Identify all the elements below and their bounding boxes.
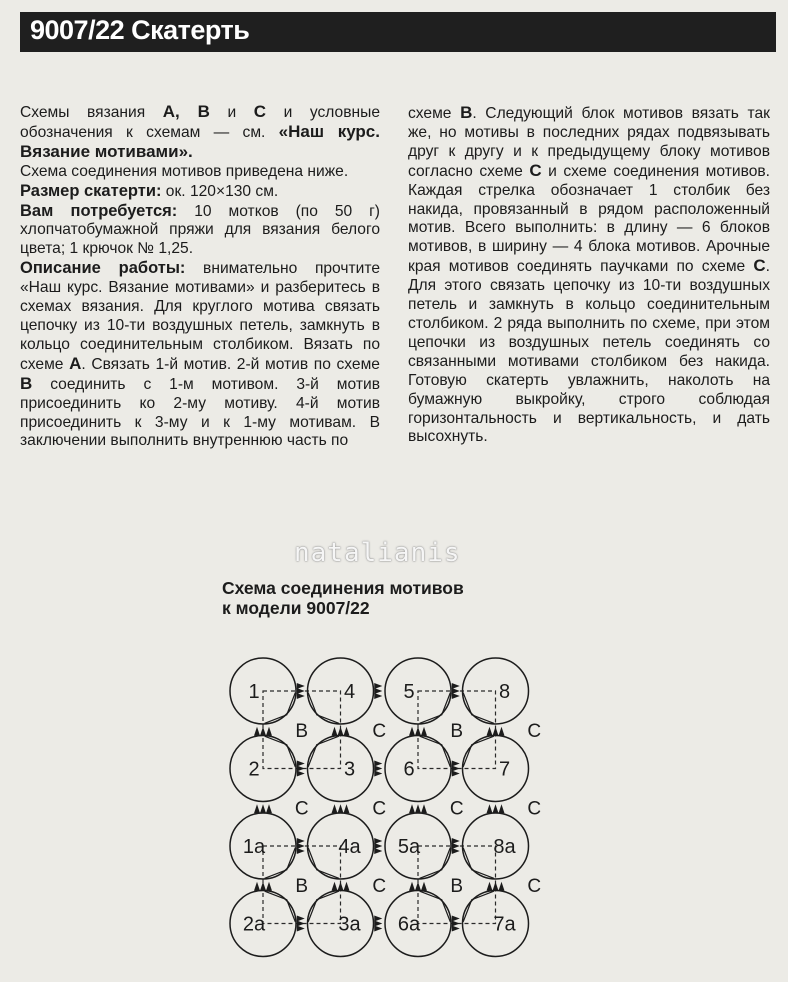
join-arrow (487, 804, 493, 813)
join-arrow (266, 804, 272, 813)
join-arrow (338, 727, 344, 736)
join-arrow (452, 916, 460, 922)
join-arrow (452, 683, 460, 689)
join-arrow (452, 843, 460, 849)
join-arrow (421, 882, 427, 891)
join-arrow (374, 916, 382, 922)
join-arrow (344, 882, 350, 891)
joining-scheme-letter: C (449, 798, 464, 820)
joining-scheme-letter: B (450, 875, 464, 897)
join-arrow (332, 882, 338, 891)
join-arrow (297, 916, 305, 922)
join-arrow (452, 838, 460, 844)
join-arrow (297, 683, 305, 689)
join-arrow (260, 882, 266, 891)
joining-scheme-letter: C (372, 875, 387, 897)
join-arrow (487, 727, 493, 736)
join-arrow (338, 882, 344, 891)
motif-label: 2а (242, 913, 266, 936)
watermark: natalianis (294, 538, 461, 568)
motif-label: 5а (397, 836, 421, 858)
motif-label: 1а (242, 836, 266, 858)
join-arrow (452, 688, 460, 694)
motif-label: 7 (498, 758, 511, 781)
join-arrow (297, 838, 305, 844)
join-arrow (374, 843, 382, 849)
page-title: 9007/22 Скатерть (30, 15, 250, 45)
join-arrow (487, 882, 493, 891)
join-arrow (493, 727, 499, 736)
join-arrow (409, 882, 415, 891)
join-arrow (452, 771, 460, 777)
join-arrow (415, 882, 421, 891)
join-arrow (409, 804, 415, 813)
motif-label: 6а (397, 913, 421, 936)
join-arrow (452, 921, 460, 927)
size-paragraph: Размер скатерти: ок. 120×130 см. (20, 181, 279, 200)
join-arrow (332, 804, 338, 813)
join-arrow (374, 766, 382, 772)
join-arrow (374, 761, 382, 767)
work-description: Описание работы: внимательно прочтите «Наш курс. Вязание мотивами» и разберитесь в схемах вязания. Для круглого мотива связать цепочку из 10-ти воздушных петель, замкнуть в кольцо соединительным столбиком. Вязать по схеме А. Связать 1-й мотив. 2-й мотив по схеме В соединить с 1-м мотивом. 3-й мотив присоединить ко 2-му мотиву. 4-й мотив присоединить к 3-му и к 1-му мотивам. В заключении выполнить внутреннюю часть по (20, 259, 381, 450)
diagram-title: Схема соединения мотивов к модели 9007/22 (222, 578, 464, 618)
joining-scheme-letter: C (527, 875, 542, 897)
join-arrow (297, 771, 305, 777)
join-arrow (415, 804, 421, 813)
join-arrow (297, 848, 305, 854)
motif-label: 3 (343, 758, 356, 781)
join-arrow (452, 926, 460, 932)
join-arrow (297, 693, 305, 699)
join-arrow (344, 804, 350, 813)
join-arrow (297, 766, 305, 772)
join-arrow (374, 693, 382, 699)
join-arrow (374, 921, 382, 927)
join-arrow (374, 838, 382, 844)
joining-scheme-letter: B (295, 720, 309, 742)
join-arrow (499, 882, 505, 891)
join-arrow (499, 804, 505, 813)
join-arrow (332, 727, 338, 736)
join-arrow (260, 727, 266, 736)
join-arrow (421, 804, 427, 813)
join-arrow (254, 727, 260, 736)
motif-label: 4 (343, 681, 356, 703)
motif-label: 8а (493, 836, 516, 858)
joining-scheme-letter: C (372, 720, 387, 742)
joining-scheme-letter: C (527, 720, 542, 742)
join-arrow (344, 727, 350, 736)
joining-scheme-letter: B (295, 875, 309, 897)
join-arrow (297, 761, 305, 767)
join-arrow (297, 921, 305, 927)
join-arrow (374, 848, 382, 854)
join-arrow (452, 766, 460, 772)
join-arrow (374, 926, 382, 932)
motif-label: 6 (403, 758, 415, 781)
join-arrow (493, 804, 499, 813)
materials-paragraph: Вам потребуется: 10 мотков (по 50 г) хлопчатобумажной пряжи для вязания белого цвета; 1 крючок № 1,25. (20, 201, 380, 258)
join-arrow (266, 727, 272, 736)
motif-label: 1 (248, 681, 260, 703)
join-arrow (452, 848, 460, 854)
join-arrow (452, 761, 460, 767)
joining-scheme-letter: C (527, 798, 542, 820)
join-arrow (260, 804, 266, 813)
join-arrow (254, 882, 260, 891)
join-arrow (297, 688, 305, 694)
join-arrow (297, 843, 305, 849)
join-arrow (254, 804, 260, 813)
join-arrow (415, 727, 421, 736)
motif-label: 7а (493, 913, 516, 936)
join-arrow (499, 727, 505, 736)
motif-label: 2 (248, 758, 260, 781)
intro-paragraph: Схемы вязания А, В и С и условные обозначения к схемам — см. «Наш курс. Вязание мотивами». (20, 102, 380, 161)
motif-label: 3а (338, 913, 361, 936)
join-arrow (421, 727, 427, 736)
motif-label: 8 (498, 681, 511, 703)
join-arrow (493, 882, 499, 891)
motif-label: 5 (403, 681, 415, 703)
scheme-note: Схема соединения мотивов приведена ниже. (20, 162, 349, 180)
join-arrow (297, 926, 305, 932)
joining-scheme-letter: C (294, 798, 309, 820)
join-arrow (374, 771, 382, 777)
join-arrow (452, 693, 460, 699)
motif-label: 4а (338, 836, 361, 858)
join-arrow (409, 727, 415, 736)
join-arrow (338, 804, 344, 813)
join-arrow (374, 683, 382, 689)
join-arrow (374, 688, 382, 694)
joining-scheme-letter: C (372, 798, 387, 820)
joining-scheme-letter: B (450, 720, 464, 742)
continuation-paragraph: схеме В. Следующий блок мотивов вязать так же, но мотивы в последних рядах подвязывать друг к другу и к предыдущему блоку мотивов согласно схеме С и схеме соединения мотивов. Каждая стрелка обозначает 1 столбик без накида, провязанный в рядом расположенный мотив. Всего выполнить: в длину — 6 блоков мотивов, в ширину — 4 блока мотивов. Арочные края мотивов соединять паучками по схеме С. Для этого связать цепочку из 10-ти воздушных петель и замкнуть в кольцо соединительным столбиком. 2 ряда выполнить по схеме, при этом цепочки из воздушных петель соединять со связанными мотивами столбиком без накида. Готовую скатерть увлажнить, наколоть на бумажную выкройку, строго соблюдая горизонтальность и вертикальность, и дать высохнуть. (408, 103, 770, 446)
join-arrow (266, 882, 272, 891)
